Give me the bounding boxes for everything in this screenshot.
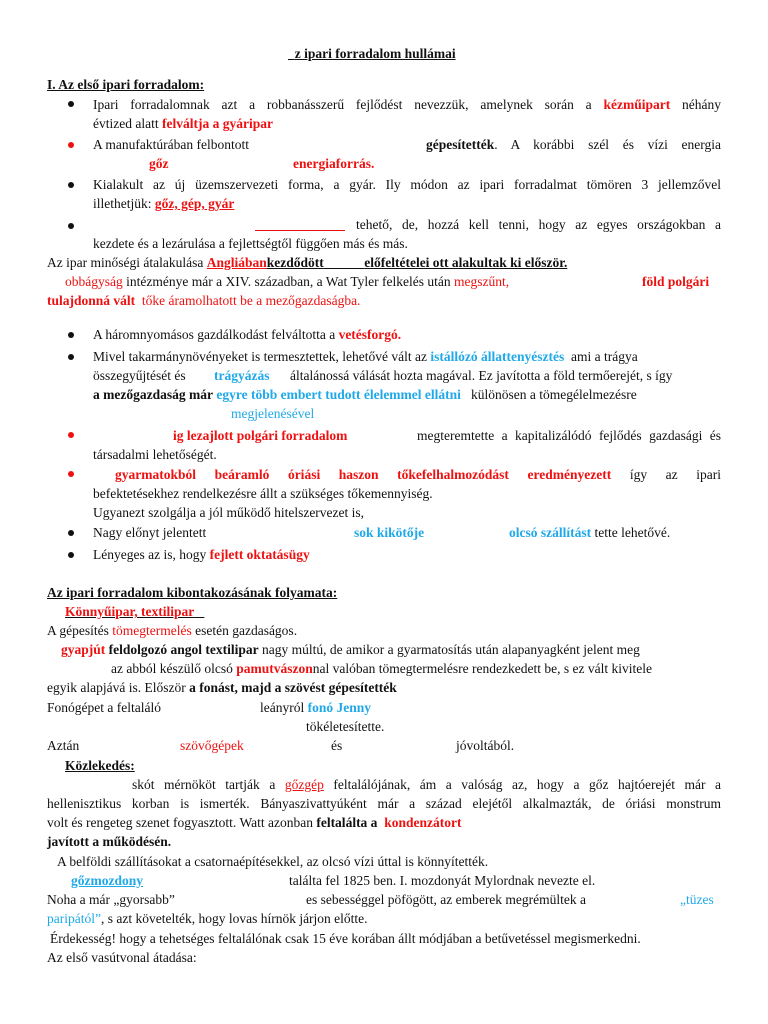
bullet-7-polgari: ig lezajlott polgári forradalom [173, 428, 348, 443]
gozmozdony-rest: találta fel 1825 ben. I. mozdonyát Mylordnak nevezte el. [289, 873, 596, 888]
page-title-text: z ipari forradalom hullámai [294, 46, 456, 61]
bullet-6-line-2a: összegyűjtését és [93, 368, 186, 383]
paripatol-line: paripától”, s azt követelték, hogy lovas hírnök járjon előtte. [47, 911, 368, 926]
gepesites-line: A gépesítés tömegtermelés esetén gazdaságos. [47, 623, 298, 638]
bullet-9-c: olcsó szállítást tette lehetővé. [509, 525, 671, 540]
bullet-6-tragyazas: trágyázás [214, 368, 270, 383]
subheading-konnyuipar: Könnyűipar, textilipar [65, 604, 195, 619]
gyapjut-line-3: egyik alapjává is. Először a fonást, majd a szövést gépesítették [47, 680, 397, 695]
es: és [331, 738, 343, 753]
bullet-3-line-1: Kialakult az új üzemszervezeti forma, a gyár. Ily módon az ipari forradalmat tömören 3 jellemzővel [93, 177, 721, 192]
fonogep-d: tökéletesítette. [306, 719, 385, 734]
bullet-1-line-1: Ipari forradalomnak azt a robbanásszerű fejlődést nevezzük, amelynek során a kézműipart néhány [93, 97, 722, 112]
bullet-3-line-2: illethetjük: gőz, gép, gyár [93, 196, 235, 211]
jobbagysag-line-2: tulajdonná vált tőke áramolhatott be a mezőgazdaságba. [47, 293, 361, 308]
bullet-1-line-2: évtized alatt felváltja a gyáripar [93, 116, 273, 131]
bullet-6-line-2c: általánossá válását hozta magával. Ez javította a föld termőerejét, s így [290, 368, 673, 383]
page-title [288, 45, 456, 62]
bullet-9-kikoto: sok kikötője [354, 525, 425, 540]
bullet-dot [68, 332, 74, 338]
gyorsabb-a: Noha a már „gyorsabb” [47, 892, 175, 907]
gozgep-line-2: hellenisztikus korban is ismerték. Bányaszivattyúként már a század elejétől alkalmazták, de óriási monstrum [47, 796, 721, 811]
bullet-6-megjelenesevel: megjelenésével [231, 406, 315, 421]
bullet-6-line-1: Mivel takarmánynövényeket is termesztettek, lehetővé vált az istállózó állattenyésztés ami a trágya [93, 349, 638, 364]
gyapjut-line-1: gyapjút feldolgozó angol textilipar nagy múltú, de amikor a gyarmatosítás után alapanyagként jelent meg [61, 642, 640, 657]
gozgep-line-4: javított a működésén. [47, 834, 172, 849]
anglia-paragraph: Az ipar minőségi átalakulása Angliábankezdődött előfeltételei ott alakultak ki először. [47, 255, 568, 270]
section-heading-2: Az ipari forradalom kibontakozásának folyamata: [47, 585, 338, 600]
fonogep-b: leányról fonó Jenny [260, 700, 371, 715]
bullet-8-line-2: befektetésekhez rendelkezésre állt a szükséges tőkemennyiség. [93, 486, 433, 501]
bullet-6-line-3: a mezőgazdaság már egyre több embert tudott élelemmel ellátni különösen a tömegélelmezésre [93, 387, 637, 402]
vasutvonal-line: Az első vasútvonal átadása: [47, 950, 197, 965]
bullet-dot [68, 471, 74, 477]
section-heading-1: I. Az első ipari forradalom: [47, 77, 205, 92]
bullet-7-line-2: társadalmi lehetőségét. [93, 447, 217, 462]
fold-polgari: föld polgári [642, 274, 710, 289]
bullet-dot [68, 530, 74, 536]
gozgep-line-3: volt és rengeteg szenet fogyasztott. Watt azonban feltalálta a kondenzátort [47, 815, 462, 830]
bullet-4-line-1: tehető, de, hozzá kell tenni, hogy az egyes országokban a [356, 217, 721, 232]
bullet-2-goz: gőz [149, 156, 169, 171]
blank-line [255, 230, 345, 231]
fonogep-a: Fonógépet a feltaláló [47, 700, 161, 715]
gyorsabb-b: es sebességgel pöfögött, az emberek megrémültek a [306, 892, 587, 907]
bullet-dot [68, 552, 74, 558]
bullet-dot [68, 223, 74, 229]
bullet-8-line-1: gyarmatokból beáramló óriási haszon tőkefelhalmozódást eredményezett így az ipari [115, 467, 722, 482]
bullet-2-line-1b: gépesítették. A korábbi szél és vízi energia [426, 137, 721, 152]
bullet-2-energiaforras: energiaforrás. [293, 156, 375, 171]
bullet-dot [68, 101, 74, 107]
bullet-2-line-1a: A manufaktúrában felbontott [93, 137, 249, 152]
jobbagysag-line-1: obbágyság intézménye már a XIV. században, a Wat Tyler felkelés után megszűnt, [65, 274, 510, 289]
bullet-9-a: Nagy előnyt jelentett [93, 525, 207, 540]
bullet-dot [68, 432, 74, 438]
gyapjut-line-2: az abból készülő olcsó pamutvászonnal valóban tömegtermelésre rendezkedett be, s ez vált kivitele [111, 661, 652, 676]
jovoltabol: jóvoltából. [456, 738, 515, 753]
bullet-dot [68, 182, 74, 188]
bullet-5: A háromnyomásos gazdálkodást felváltotta a vetésforgó. [93, 327, 402, 342]
bullet-dot [68, 354, 74, 360]
bullet-10: Lényeges az is, hogy fejlett oktatásügy [93, 547, 310, 562]
csatorna-line: A belföldi szállításokat a csatornaépítésekkel, az olcsó vízi úttal is könnyítették. [57, 854, 489, 869]
bullet-dot [68, 142, 74, 148]
gyorsabb-c: „tüzes [680, 892, 714, 907]
gozmozdony: gőzmozdony [71, 873, 143, 888]
szovogepek: szövőgépek [180, 738, 244, 753]
bullet-8-line-3: Ugyanezt szolgálja a jól működő hitelszervezet is, [93, 505, 365, 520]
bullet-7-line-1b: megteremtette a kapitalizálódó fejlődés gazdasági és [417, 428, 721, 443]
aztan: Aztán [47, 738, 80, 753]
subheading-kozlekedes: Közlekedés: [65, 758, 135, 773]
bullet-4-line-2: kezdete és a lezárulása a fejlettségtől függően más és más. [93, 236, 408, 251]
gozgep-line-1: skót mérnököt tartják a gőzgép feltalálójának, ám a valóság az, hogy a gőz hajtóerejét már a [132, 777, 721, 792]
erdekesseg-line: Érdekesség! hogy a tehetséges feltalálónak csak 15 éve korában állt módjában a betűvetéssel megismerkedni. [50, 931, 641, 946]
